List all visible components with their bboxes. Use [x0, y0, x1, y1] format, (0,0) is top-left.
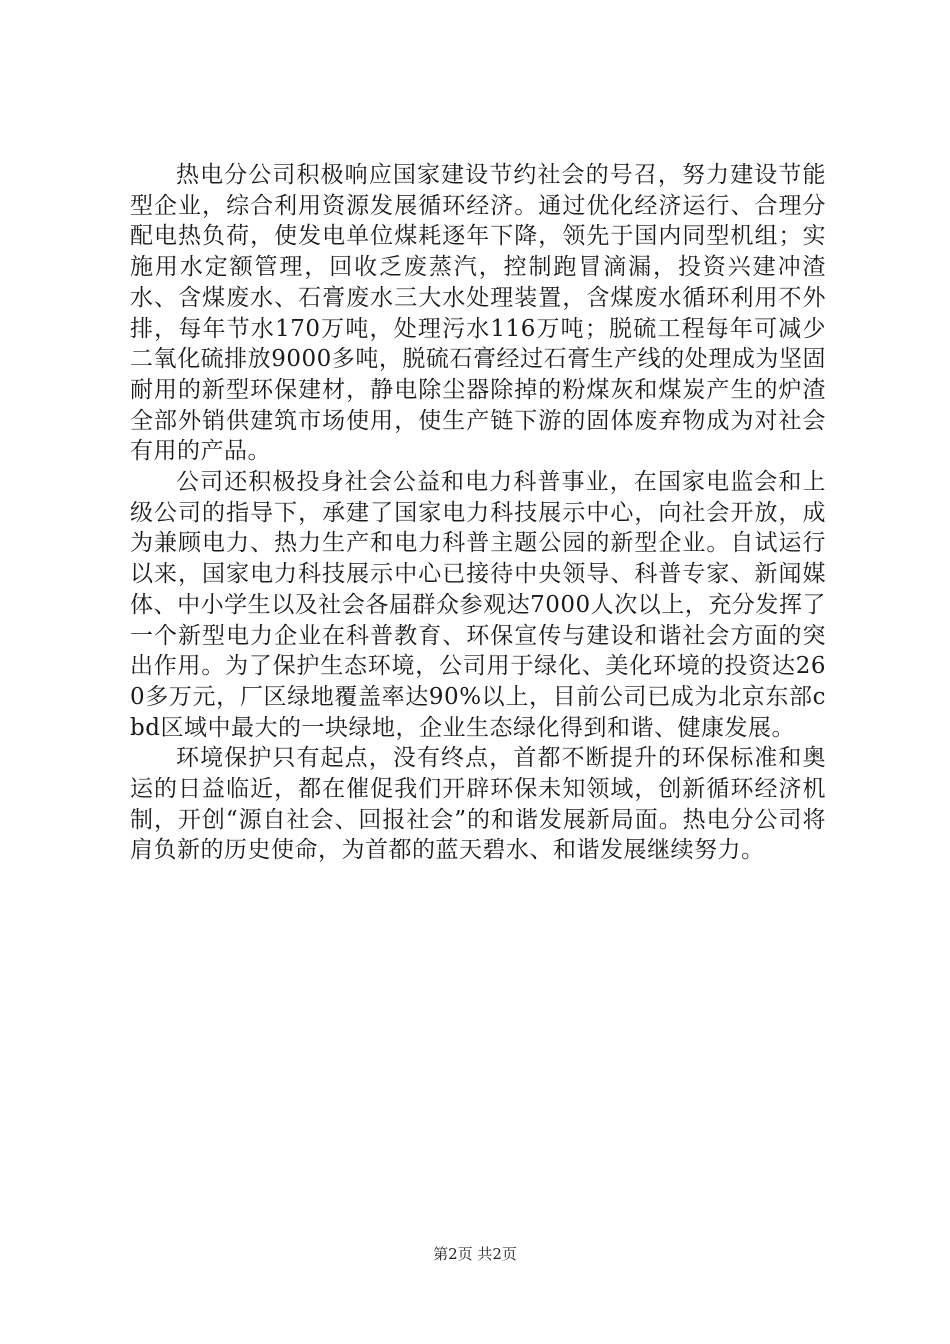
paragraph-environment-outlook: 环境保护只有起点，没有终点，首都不断提升的环保标准和奥运的日益临近，都在催促我们开辟环保未知领域，创新循环经济机制，开创“源自社会、回报社会”的和谐发展新局面。热电分公司将肩负新的历史使命，为首都的蓝天碧水、和谐发展继续努力。: [130, 745, 826, 864]
paragraph-energy-saving: 热电分公司积极响应国家建设节约社会的号召，努力建设节能型企业，综合利用资源发展循环经济。通过优化经济运行、合理分配电热负荷，使发电单位煤耗逐年下降，领先于国内同型机组；实施用水定额管理，回收乏废蒸汽，控制跑冒滴漏，投资兴建冲渣水、含煤废水、石膏废水三大水处理装置，含煤废水循环利用不外排，每年节水170万吨，处理污水116万吨；脱硫工程每年可减少二氧化硫排放9000多吨，脱硫石膏经过石膏生产线的处理成为坚固耐用的新型环保建材，静电除尘器除掉的粉煤灰和煤炭产生的炉渣全部外销供建筑市场使用，使生产链下游的固体废弃物成为对社会有用的产品。: [130, 162, 826, 465]
paragraph-public-welfare: 公司还积极投身社会公益和电力科普事业，在国家电监会和上级公司的指导下，承建了国家电力科技展示中心，向社会开放，成为兼顾电力、热力生产和电力科普主题公园的新型企业。自试运行以来，国家电力科技展示中心已接待中央领导、科普专家、新闻媒体、中小学生以及社会各届群众参观达7000人次以上，充分发挥了一个新型电力企业在科普教育、环保宣传与建设和谐社会方面的突出作用。为了保护生态环境，公司用于绿化、美化环境的投资达260多万元，厂区绿地覆盖率达90%以上，目前公司已成为北京东部cbd区域中最大的一块绿地，企业生态绿化得到和谐、健康发展。: [130, 469, 826, 741]
page-number-footer: 第2页 共2页: [433, 1245, 517, 1263]
document-body: [130, 160, 826, 866]
